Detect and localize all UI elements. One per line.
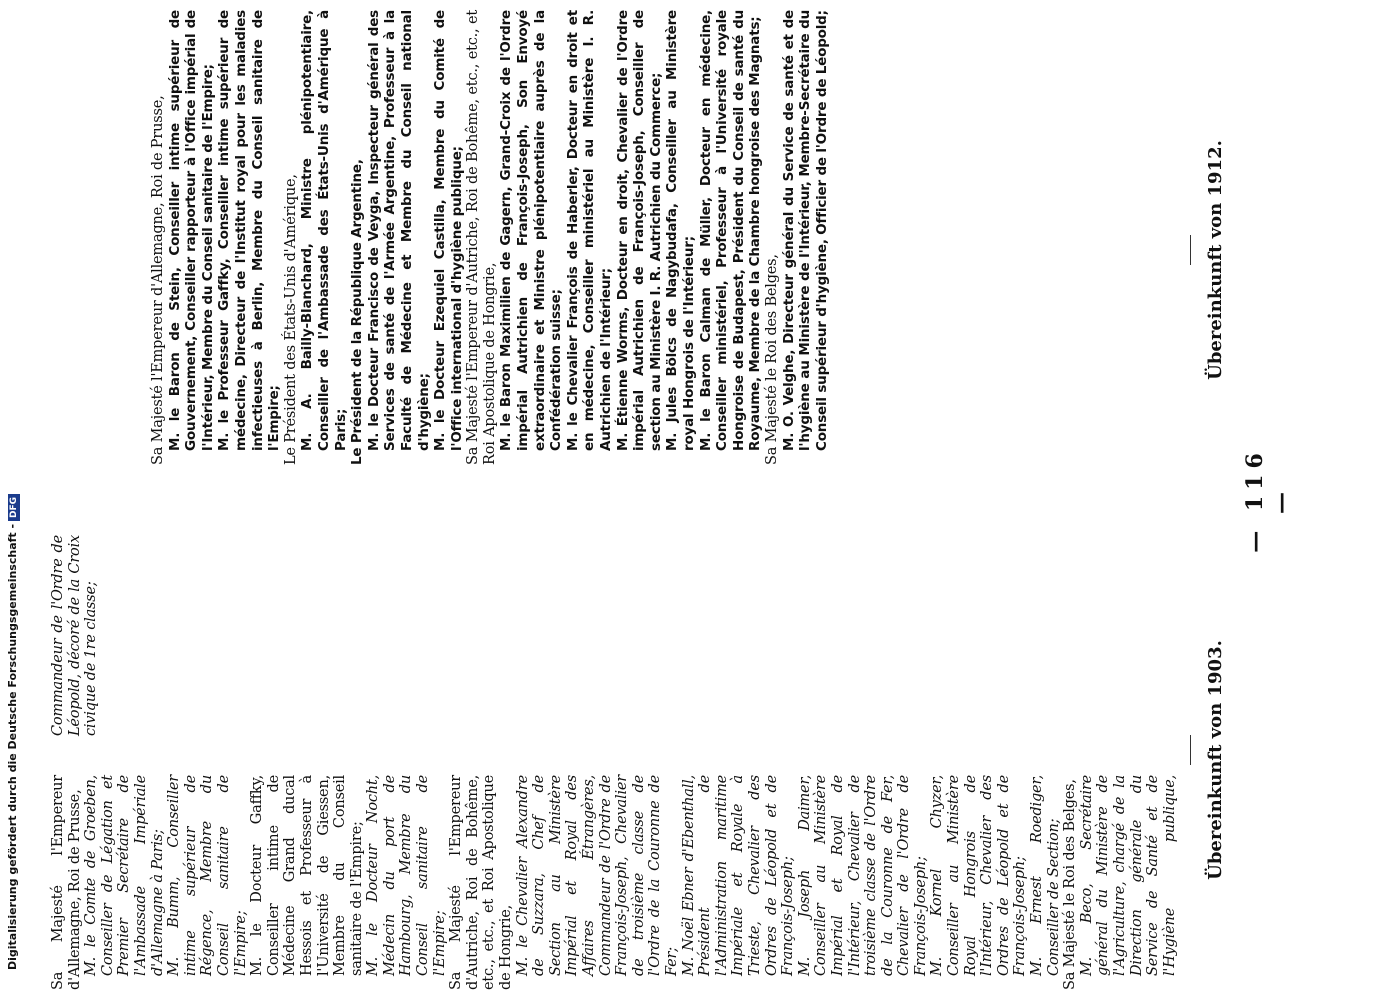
- party-heading: Le Président de la République Argentine,: [349, 159, 366, 465]
- party-heading: Sa Majesté l'Empereur d'Autriche, Roi de Bohême, etc., etc., et Roi Apostolique de Hongrie,: [448, 775, 515, 990]
- delegate-entry: M. Étienne Worms, Docteur en droit, Chevalier de l'Ordre impérial Autrichien de François-Joseph, Conseiller de section au Ministère I. R. Autrichien du Commerce;: [614, 10, 664, 451]
- footer-text: Digitalisierung gefördert durch die Deutsche Forschungsgemeinschaft -: [6, 523, 19, 970]
- delegate-entry: M. A. Bailly-Blanchard, Ministre plénipotentiaire, Conseiller de l'Ambassade des États-Unis d'Amérique à Paris;: [299, 10, 349, 451]
- party-heading: Sa Majesté l'Empereur d'Autriche, Roi de Bohême, etc., etc., et Roi Apostolique de Hongrie,: [465, 10, 498, 465]
- delegate-entry: M. O. Velghe, Directeur général du Service de santé et de l'hygiène au Ministère de l'Intérieur, Membre-Secrétaire du Conseil supérieur d'hygiène, Officier de l'Ordre de Léopold;: [780, 10, 830, 451]
- header-rule: [1190, 235, 1191, 265]
- delegate-entry: M. Kornel Chyzer, Conseiller au Ministère Royal Hongrois de l'Intérieur, Chevalier des Ordres de Léopold et de François-Joseph;: [929, 775, 1029, 976]
- party-heading: Le Président des États-Unis d'Amérique,: [282, 174, 299, 465]
- party-heading: Sa Majesté l'Empereur d'Allemagne, Roi de Prusse,: [150, 95, 166, 465]
- dfg-logo: DFG: [8, 494, 20, 521]
- delegate-entry: M. le Chevalier François de Haberler, Docteur en droit et en médecine, Conseiller ministériel au Ministère I. R. Autrichien de l'Intérieur;: [564, 10, 615, 451]
- footer: [6, 494, 20, 970]
- delegate-entry: M. le Professeur Gaffky, Conseiller intime supérieur de médecine, Directeur de l'Institut royal pour les maladies infectieuses à Berlin, Membre du Conseil sanitaire de l'Empire;: [216, 10, 283, 451]
- delegate-entry: M. le Baron Calman de Müller, Docteur en médecine, Conseiller ministériel, Professeur à l'Université royale Hongroise de Budapest, Président du Conseil de santé du Royaume, Membre de la Chambre hongroise des Magnats;: [697, 10, 764, 451]
- delegate-entry: M. le Comte de Groeben, Conseiller de Légation et Premier Secrétaire de l'Ambassade Impériale d'Allemagne à Paris;: [83, 775, 166, 976]
- party-heading: Sa Majesté le Roi des Belges,: [1062, 779, 1079, 990]
- right-column: [150, 10, 1180, 465]
- delegate-entry: M. Noël Ebner d'Ebenthall, Président de l'Administration maritime Impériale et Royale à Trieste, Chevalier des Ordres de Léopold et de François-Joseph;: [680, 775, 797, 976]
- delegate-entry: M. le Chevalier Alexandre de Suzzara, Chef de Section au Ministère Impérial et Royal des Affaires Étrangères, Commandeur de l'Ordre de François-Joseph, Chevalier de troisième classe de l'Ordre de la Couronne de Fer;: [514, 775, 680, 976]
- party-heading: Sa Majesté le Roi des Belges,: [763, 254, 780, 465]
- right-column-header: Übereinkunft von 1912.: [1205, 140, 1226, 380]
- left-column-header: Übereinkunft von 1903.: [1205, 640, 1226, 880]
- delegate-entry: M. Beco, Secrétaire général du Ministère de l'Agriculture, chargé de la Direction générale du Service de Santé et de l'Hygiène publique, Commandeur de l'Ordre de Léopold, décoré de la Croix civique de 1re classe;: [50, 535, 1178, 976]
- left-column: [50, 535, 1180, 990]
- delegate-entry: M. Bumm, Conseiller intime supérieur de Régence, Membre du Conseil sanitaire de l'Empire;: [166, 775, 249, 976]
- page-number: — 116 —: [1242, 447, 1294, 553]
- delegate-entry: M. le Docteur Gaffky, Conseiller intime de Médecine Grand ducal Hessois et Professeur à l'Université de Giessen, Membre du Conseil sanitaire de l'Empire;: [249, 775, 365, 976]
- header-rule: [1190, 735, 1191, 765]
- delegate-entry: M. le Baron de Stein, Conseiller intime supérieur de Gouvernement, Conseiller rapporteur à l'Office impérial de l'Intérieur, Membre du Conseil sanitaire de l'Empire;: [166, 10, 216, 451]
- party-heading: Sa Majesté l'Empereur d'Allemagne, Roi de Prusse,: [50, 775, 83, 990]
- delegate-entry: M. le Docteur Francisco de Veyga, Inspecteur général des Services de santé de l'Armée Argentine, Professeur à la Faculté de Médecine et Membre du Conseil national d'hygiène;: [365, 10, 432, 451]
- delegate-entry: M. le Docteur Nocht, Médecin du port de Hambourg, Membre du Conseil sanitaire de l'Empire;: [365, 775, 448, 976]
- delegate-entry: M. Jules Bölcs de Nagybudafa, Conseiller au Ministère royal Hongrois de l'Intérieur;: [664, 10, 697, 451]
- delegate-entry: M. Ernest Roediger, Conseiller de Section;: [1029, 775, 1062, 976]
- delegate-entry: M. Joseph Daimer, Conseiller au Ministère Impérial et Royal de l'Intérieur, Chevalier de troisième classe de l'Ordre de la Couronne de Fer, Chevalier de l'Ordre de François-Joseph;: [796, 775, 929, 976]
- delegate-entry: M. le Docteur Ezequiel Castilla, Membre du Comité de l'Office international d'hygiène publique;: [432, 10, 465, 451]
- delegate-entry: M. le Baron Maximilien de Gagern, Grand-Croix de l'Ordre impérial Autrichien de François-Joseph, Son Envoyé extraordinaire et Ministre plénipotentiaire auprès de la Confédération suisse;: [498, 10, 565, 451]
